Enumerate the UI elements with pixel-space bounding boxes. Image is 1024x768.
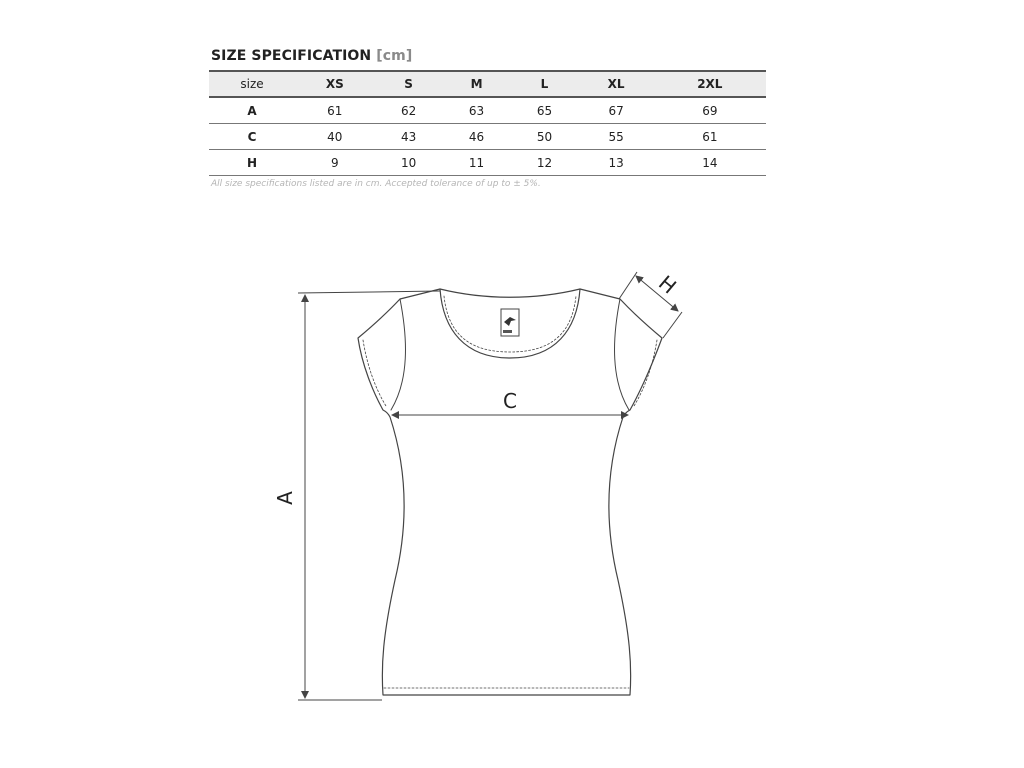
table-cell: 9: [295, 150, 375, 176]
left-sleeve-seam: [391, 299, 405, 410]
size-header-cell: XS: [295, 71, 375, 97]
table-cell: 13: [578, 150, 653, 176]
table-cell: 11: [443, 150, 511, 176]
table-row: [209, 150, 766, 176]
size-header-cell: M: [443, 71, 511, 97]
table-cell: 14: [654, 150, 766, 176]
table-cell: 65: [511, 97, 579, 124]
size-table: [209, 70, 766, 176]
table-cell: 43: [375, 124, 443, 150]
dimension-h-ext-2: [663, 312, 682, 338]
spec-title-text: SIZE SPECIFICATION: [211, 48, 372, 64]
dimension-a-label: A: [273, 491, 297, 505]
row-label: H: [209, 150, 295, 176]
table-cell: 55: [578, 124, 653, 150]
table-cell: 46: [443, 124, 511, 150]
size-header-cell: XL: [578, 71, 653, 97]
row-label: A: [209, 97, 295, 124]
row-label: C: [209, 124, 295, 150]
spec-note: All size specifications listed are in cm. Accepted tolerance of up to ± 5%.: [211, 179, 541, 189]
table-cell: 61: [654, 124, 766, 150]
spec-title-unit: [cm]: [376, 48, 413, 64]
dimension-h-ext-1: [619, 272, 637, 299]
table-cell: 50: [511, 124, 579, 150]
dimension-a-ext-top: [298, 291, 440, 293]
size-header-cell: L: [511, 71, 579, 97]
table-row: [209, 124, 766, 150]
label-tag: [501, 309, 519, 336]
size-header-label: size: [209, 71, 295, 97]
table-cell: 69: [654, 97, 766, 124]
size-header-row: [209, 71, 766, 97]
table-cell: 61: [295, 97, 375, 124]
table-cell: 10: [375, 150, 443, 176]
table-cell: 40: [295, 124, 375, 150]
tshirt-outline: [358, 289, 662, 695]
size-header-cell: 2XL: [654, 71, 766, 97]
size-header-cell: S: [375, 71, 443, 97]
table-row: [209, 97, 766, 124]
spec-title: [211, 48, 412, 64]
table-cell: 62: [375, 97, 443, 124]
table-cell: 12: [511, 150, 579, 176]
table-cell: 63: [443, 97, 511, 124]
tshirt-diagram: [260, 260, 700, 720]
right-sleeve-seam: [615, 299, 629, 410]
dimension-h-label: H: [654, 270, 681, 299]
tshirt-diagram-svg: [260, 260, 700, 720]
table-cell: 67: [578, 97, 653, 124]
dimension-c-label: C: [503, 389, 517, 413]
